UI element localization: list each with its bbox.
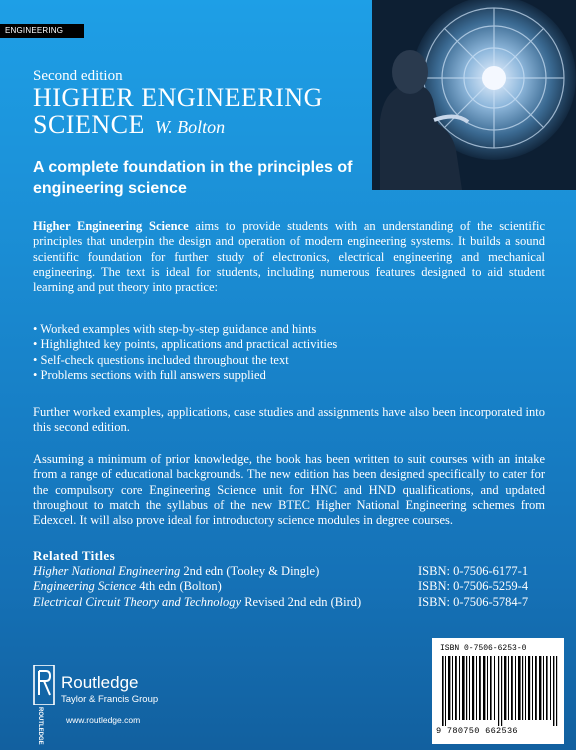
related-title-detail: Revised 2nd edn (Bird) xyxy=(241,594,362,609)
publisher-url: www.routledge.com xyxy=(66,715,141,725)
routledge-logo-icon xyxy=(33,665,55,705)
intro-paragraph xyxy=(33,219,545,295)
publisher-name: Routledge xyxy=(61,673,139,692)
second-paragraph: Further worked examples, applications, case studies and assignments have also been incorporated into this second edition. xyxy=(33,405,545,435)
publisher-vertical-label: ROUTLEDGE xyxy=(37,707,43,745)
related-title-isbn: ISBN: 0-7506-5784-7 xyxy=(418,594,529,609)
related-titles-list xyxy=(33,564,563,610)
related-title-name: Engineering Science xyxy=(33,579,137,594)
tagline: A complete foundation in the principles of engineering science xyxy=(33,159,353,197)
barcode-isbn: ISBN 0-7506-6253-0 xyxy=(440,644,527,653)
feature-item: • Problems sections with full answers supplied xyxy=(33,367,266,382)
edition-label: Second edition xyxy=(33,68,123,84)
intro-text: aims to provide students with an understanding of the scientific principles that underpin the design and operation of modern engineering systems. It builds a sound scientific foundation for further study of electronics, electrical engineering and mechanical engineering. The text is ideal for students, including numerous features designed to aid student learning and put theory into practice: xyxy=(33,219,546,295)
author-name: W. Bolton xyxy=(154,117,226,137)
barcode-digits: 9 780750 662536 xyxy=(436,726,518,736)
barcode-panel xyxy=(432,638,564,744)
category-tab: ENGINEERING xyxy=(0,24,84,38)
related-title-name: Electrical Circuit Theory and Technology xyxy=(33,594,242,609)
related-title-detail: 4th edn (Bolton) xyxy=(136,579,222,594)
cover-photo xyxy=(372,0,576,190)
related-title-isbn: ISBN: 0-7506-5259-4 xyxy=(418,579,529,594)
related-title-row xyxy=(33,579,563,594)
related-titles-heading: Related Titles xyxy=(33,548,116,563)
barcode-icon xyxy=(442,656,558,726)
related-title-row xyxy=(33,564,563,579)
feature-item: • Highlighted key points, applications and practical activities xyxy=(33,337,338,352)
book-title-word: SCIENCE xyxy=(33,110,145,139)
turbine-engineer-illustration xyxy=(372,0,576,190)
related-title-detail: 2nd edn (Tooley & Dingle) xyxy=(180,564,320,578)
publisher-group: Taylor & Francis Group xyxy=(61,694,159,705)
related-title-isbn: ISBN: 0-7506-6177-1 xyxy=(418,564,529,578)
book-title-line-1: HIGHER ENGINEERING xyxy=(33,83,323,112)
third-paragraph: Assuming a minimum of prior knowledge, the book has been written to suit courses with an intake from a range of educational backgrounds. The new edition has been designed specifically to cater for the compulsory core Engineering Science unit for HNC and HND qualifications, and updated throughout to match the syllabus of the new BTEC Higher National Engineering schemes from Edexcel. It will also prove ideal for introductory science modules in degree courses. xyxy=(33,452,545,528)
related-title-row xyxy=(33,595,563,610)
feature-item: • Worked examples with step-by-step guidance and hints xyxy=(33,322,317,336)
feature-list xyxy=(33,322,545,383)
feature-item: • Self-check questions included throughout the text xyxy=(33,352,289,367)
related-title-name: Higher National Engineering xyxy=(33,564,181,578)
intro-book-title: Higher Engineering Science xyxy=(33,219,189,233)
book-title-line-2 xyxy=(33,111,225,141)
